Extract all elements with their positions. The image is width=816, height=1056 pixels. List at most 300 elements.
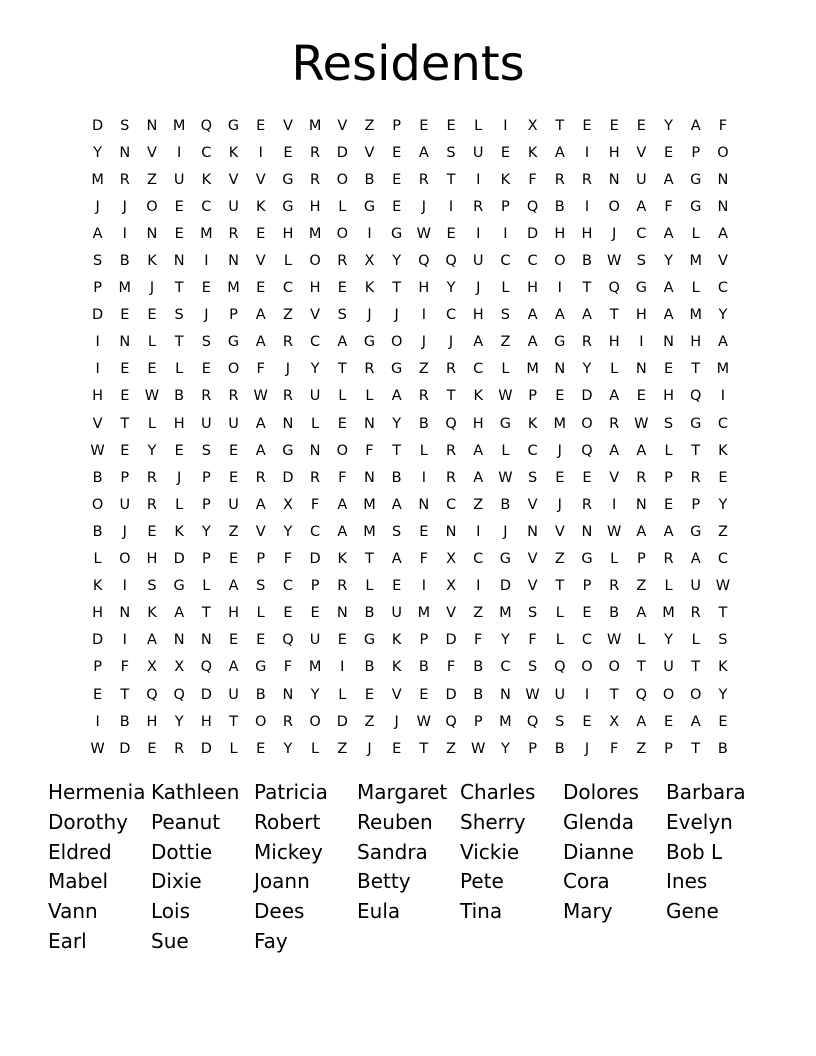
grid-letter: H [92, 388, 104, 405]
grid-letter: N [119, 334, 131, 351]
grid-letter: N [635, 496, 647, 513]
grid-row [84, 681, 737, 708]
grid-letter: C [717, 280, 728, 297]
grid-letter: E [663, 361, 674, 378]
grid-letter: A [391, 388, 402, 405]
grid-letter: Z [228, 523, 239, 540]
grid-letter: C [310, 334, 321, 351]
grid-letter: J [367, 307, 372, 324]
grid-letter: I [584, 198, 590, 215]
grid-letter: E [419, 523, 429, 540]
grid-letter: Y [147, 442, 157, 459]
grid-letter: E [256, 117, 266, 134]
grid-letter: A [690, 551, 701, 568]
grid-letter: R [636, 469, 647, 486]
grid-letter: T [419, 740, 429, 757]
grid-letter: I [476, 171, 481, 188]
grid-letter: N [663, 334, 674, 351]
grid-letter: E [718, 713, 728, 730]
grid-letter: Z [364, 117, 375, 134]
grid-letter: W [144, 388, 160, 405]
grid-letter: M [172, 117, 186, 134]
grid-letter: R [690, 469, 701, 486]
grid-letter: J [503, 523, 508, 540]
grid-letter: R [663, 551, 674, 568]
grid-letter: O [227, 361, 240, 378]
grid-letter: K [255, 198, 266, 215]
grid-letter: S [256, 578, 266, 595]
grid-letter: H [527, 280, 539, 297]
word-list-item: Bob L [666, 839, 723, 864]
grid-letter: R [609, 415, 620, 432]
grid-letter: H [309, 198, 321, 215]
grid-letter: E [310, 605, 320, 622]
grid-letter: Y [283, 523, 293, 540]
word-list-item: Reuben [357, 809, 433, 834]
grid-letter: U [391, 605, 402, 622]
grid-letter: A [473, 334, 484, 351]
grid-letter: P [691, 144, 701, 161]
grid-letter: W [525, 686, 540, 703]
grid-letter: E [392, 578, 402, 595]
word-list-item: Barbara [666, 780, 746, 804]
grid-letter: B [255, 686, 266, 703]
grid-letter: V [527, 551, 538, 568]
grid-letter: T [582, 280, 592, 297]
grid-letter: W [715, 578, 731, 595]
grid-letter: B [92, 523, 103, 540]
grid-letter: A [391, 496, 402, 513]
grid-letter: A [554, 144, 565, 161]
grid-letter: X [527, 117, 538, 134]
grid-letter: A [609, 442, 620, 459]
grid-letter: N [228, 253, 239, 270]
grid-letter: D [527, 225, 539, 242]
grid-letter: E [228, 469, 239, 486]
grid-letter: B [473, 659, 484, 676]
word-list-item: Dottie [151, 839, 213, 864]
grid-letter: Z [446, 740, 456, 757]
grid-letter: Y [310, 361, 320, 378]
grid-letter: I [421, 307, 426, 324]
word-list-item: Dianne [563, 839, 634, 864]
grid-letter: K [364, 280, 375, 297]
grid-row [84, 708, 737, 735]
grid-letter: E [174, 225, 184, 242]
grid-letter: A [418, 144, 429, 161]
grid-letter: R [146, 496, 157, 513]
grid-letter: J [476, 280, 481, 297]
grid-letter: H [228, 605, 239, 622]
grid-letter: I [476, 225, 481, 242]
grid-letter: K [228, 144, 239, 161]
grid-letter: K [391, 659, 402, 676]
grid-letter: R [310, 171, 321, 188]
grid-letter: E [663, 144, 674, 161]
grid-letter: O [336, 225, 348, 242]
word-list-item: Eula [357, 899, 401, 924]
grid-letter: H [92, 605, 104, 622]
word-list-item: Margaret [357, 780, 448, 804]
grid-letter: E [228, 551, 239, 568]
grid-letter: Y [500, 632, 510, 649]
grid-letter: S [147, 578, 157, 595]
grid-letter: L [501, 361, 510, 378]
grid-letter: B [418, 415, 429, 432]
grid-letter: O [390, 334, 403, 351]
word-list-item: Joann [254, 869, 310, 894]
grid-letter: X [174, 659, 185, 676]
grid-letter: A [255, 334, 266, 351]
grid-letter: F [283, 551, 293, 568]
grid-letter: D [336, 713, 348, 730]
grid-letter: M [200, 225, 213, 242]
grid-letter: E [392, 171, 402, 188]
grid-row [84, 166, 737, 193]
grid-letter: P [582, 578, 592, 595]
grid-letter: T [691, 361, 701, 378]
grid-letter: H [635, 307, 647, 324]
grid-letter: R [228, 225, 239, 242]
grid-row [84, 491, 737, 518]
grid-letter: P [528, 388, 537, 405]
grid-letter: L [311, 740, 320, 757]
grid-letter: T [120, 415, 130, 432]
grid-letter: C [201, 144, 212, 161]
grid-letter: Q [418, 253, 430, 270]
grid-letter: N [119, 605, 131, 622]
grid-letter: T [174, 280, 184, 297]
grid-letter: H [309, 280, 321, 297]
grid-letter: J [177, 469, 182, 486]
grid-letter: T [392, 442, 402, 459]
grid-letter: L [147, 415, 157, 432]
grid-letter: Z [717, 523, 728, 540]
grid-letter: T [120, 686, 130, 703]
grid-letter: C [445, 496, 457, 513]
grid-letter: B [92, 469, 103, 486]
page-title: Residents [291, 36, 525, 92]
grid-letter: M [363, 523, 376, 540]
grid-letter: D [445, 632, 457, 649]
grid-letter: Y [93, 144, 103, 161]
grid-letter: T [446, 171, 456, 188]
grid-letter: E [174, 198, 184, 215]
grid-letter: H [581, 225, 593, 242]
grid-letter: C [527, 442, 538, 459]
grid-letter: A [92, 225, 103, 242]
grid-letter: X [446, 551, 456, 568]
grid-letter: K [147, 605, 157, 622]
grid-letter: U [228, 198, 239, 215]
grid-letter: B [418, 659, 429, 676]
grid-letter: E [392, 740, 402, 757]
grid-letter: E [582, 117, 592, 134]
grid-letter: E [582, 605, 592, 622]
grid-letter: U [201, 415, 212, 432]
grid-letter: L [365, 578, 374, 595]
grid-letter: U [173, 171, 185, 188]
grid-letter: M [689, 307, 702, 324]
grid-letter: S [527, 469, 538, 486]
grid-letter: F [256, 361, 265, 378]
grid-letter: J [448, 334, 454, 351]
grid-letter: V [337, 117, 348, 134]
grid-letter: O [608, 659, 620, 676]
word-search-grid [84, 112, 737, 762]
grid-letter: G [391, 225, 403, 242]
word-list-item: Mary [563, 899, 613, 924]
grid-letter: G [690, 198, 702, 215]
grid-letter: Y [582, 361, 592, 378]
grid-row [84, 546, 737, 573]
grid-letter: N [282, 686, 294, 703]
grid-letter: V [364, 144, 375, 161]
grid-letter: H [146, 551, 158, 568]
grid-letter: V [255, 523, 266, 540]
grid-letter: P [419, 632, 429, 649]
word-list-item: Robert [254, 809, 321, 834]
grid-letter: C [473, 551, 484, 568]
grid-letter: O [91, 496, 104, 513]
grid-letter: Z [473, 496, 484, 513]
grid-letter: L [93, 551, 102, 568]
grid-letter: F [365, 442, 374, 459]
grid-letter: I [122, 225, 127, 242]
grid-letter: O [581, 659, 593, 676]
grid-letter: B [391, 469, 402, 486]
word-list-item: Kathleen [151, 780, 240, 804]
word-list-item: Vickie [460, 839, 520, 864]
grid-letter: A [690, 117, 701, 134]
grid-letter: U [228, 686, 239, 703]
grid-letter: E [120, 442, 130, 459]
grid-letter: M [499, 713, 512, 730]
grid-row [84, 220, 737, 247]
word-list-item: Sherry [460, 809, 526, 834]
grid-letter: K [147, 253, 157, 270]
grid-letter: R [445, 442, 457, 459]
grid-letter: X [147, 659, 157, 676]
word-list-item: Eldred [48, 839, 112, 864]
word-list-item: Mabel [48, 869, 109, 894]
grid-letter: A [473, 469, 484, 486]
grid-letter: Q [445, 713, 457, 730]
grid-letter: J [394, 307, 399, 324]
grid-letter: E [582, 713, 592, 730]
grid-letter: Q [690, 388, 702, 405]
grid-letter: E [120, 361, 130, 378]
grid-letter: W [90, 740, 105, 757]
grid-letter: L [256, 605, 265, 622]
grid-letter: W [90, 442, 105, 459]
grid-letter: H [663, 388, 674, 405]
grid-letter: L [637, 632, 646, 649]
grid-letter: P [664, 469, 673, 486]
grid-letter: L [691, 280, 700, 297]
grid-letter: F [446, 659, 456, 676]
grid-letter: B [581, 253, 592, 270]
grid-letter: Y [718, 307, 728, 324]
grid-letter: C [310, 523, 321, 540]
grid-letter: J [557, 442, 562, 459]
grid-letter: A [337, 334, 348, 351]
grid-letter: L [338, 686, 347, 703]
grid-letter: R [581, 171, 592, 188]
grid-letter: J [204, 307, 209, 324]
grid-letter: I [95, 334, 100, 351]
grid-letter: J [394, 713, 399, 730]
grid-letter: S [555, 713, 565, 730]
grid-letter: F [609, 740, 619, 757]
grid-letter: F [664, 198, 673, 215]
grid-letter: R [282, 334, 293, 351]
word-list-item: Patricia [254, 780, 328, 804]
grid-letter: W [471, 740, 486, 757]
grid-letter: U [309, 632, 321, 649]
grid-letter: A [636, 442, 647, 459]
grid-letter: F [310, 496, 320, 513]
grid-letter: V [310, 307, 321, 324]
grid-letter: F [283, 659, 293, 676]
grid-letter: V [282, 117, 293, 134]
grid-letter: M [363, 496, 376, 513]
grid-letter: A [527, 334, 538, 351]
grid-letter: I [95, 713, 100, 730]
grid-letter: E [147, 740, 157, 757]
grid-letter: Z [282, 307, 293, 324]
grid-letter: Y [392, 415, 402, 432]
grid-letter: V [609, 469, 620, 486]
grid-letter: E [283, 144, 293, 161]
word-list-item: Peanut [151, 809, 221, 834]
grid-letter: E [555, 388, 565, 405]
grid-letter: Q [608, 280, 620, 297]
grid-letter: J [584, 740, 590, 757]
grid-letter: A [554, 307, 565, 324]
grid-letter: B [364, 605, 375, 622]
grid-letter: E [174, 442, 184, 459]
grid-letter: P [691, 496, 701, 513]
grid-letter: E [120, 307, 130, 324]
grid-letter: I [421, 469, 426, 486]
grid-letter: V [527, 578, 538, 595]
word-list-item: Cora [563, 869, 610, 894]
grid-letter: R [445, 469, 457, 486]
grid-letter: I [612, 496, 617, 513]
grid-letter: A [636, 198, 647, 215]
grid-letter: N [499, 686, 511, 703]
grid-letter: E [93, 686, 103, 703]
grid-letter: E [636, 388, 646, 405]
grid-letter: E [500, 144, 510, 161]
grid-letter: C [282, 578, 293, 595]
grid-letter: R [364, 361, 375, 378]
word-list-item: Evelyn [666, 809, 733, 834]
grid-letter: N [717, 198, 729, 215]
grid-letter: O [309, 713, 321, 730]
grid-letter: V [636, 144, 647, 161]
grid-row [84, 464, 737, 491]
grid-letter: G [499, 415, 512, 432]
grid-letter: U [690, 578, 702, 595]
grid-letter: O [336, 442, 348, 459]
grid-letter: S [527, 605, 538, 622]
grid-letter: A [636, 713, 647, 730]
grid-letter: P [201, 551, 211, 568]
grid-letter: U [636, 171, 647, 188]
grid-letter: A [717, 225, 728, 242]
grid-letter: I [367, 225, 372, 242]
grid-letter: F [528, 632, 537, 649]
grid-letter: R [337, 253, 348, 270]
grid-letter: B [119, 713, 130, 730]
grid-letter: M [716, 361, 730, 378]
grid-letter: W [416, 225, 432, 242]
grid-letter: I [557, 280, 562, 297]
grid-letter: N [119, 144, 131, 161]
grid-letter: P [528, 740, 537, 757]
grid-letter: M [308, 659, 322, 676]
grid-letter: M [91, 171, 104, 188]
grid-letter: C [717, 415, 728, 432]
grid-letter: Q [526, 713, 539, 730]
grid-letter: E [228, 632, 239, 649]
grid-letter: U [228, 496, 239, 513]
grid-letter: B [364, 659, 375, 676]
grid-letter: A [174, 605, 185, 622]
grid-letter: C [201, 198, 212, 215]
grid-letter: G [391, 361, 403, 378]
grid-letter: G [690, 171, 702, 188]
grid-letter: A [663, 523, 674, 540]
grid-letter: C [527, 253, 538, 270]
grid-letter: P [473, 713, 483, 730]
grid-letter: P [229, 307, 238, 324]
grid-letter: D [92, 117, 104, 134]
grid-letter: N [364, 415, 375, 432]
grid-row [84, 573, 737, 600]
grid-letter: H [173, 415, 185, 432]
grid-letter: H [200, 713, 212, 730]
grid-letter: U [472, 253, 484, 270]
grid-letter: C [473, 361, 484, 378]
grid-letter: G [282, 198, 294, 215]
word-list-item: Tina [460, 899, 503, 924]
grid-letter: N [364, 469, 375, 486]
grid-letter: E [120, 388, 130, 405]
grid-letter: N [635, 361, 647, 378]
grid-letter: L [147, 334, 157, 351]
grid-letter: A [663, 225, 674, 242]
grid-letter: H [418, 280, 430, 297]
grid-letter: J [367, 740, 372, 757]
grid-letter: U [663, 659, 674, 676]
grid-letter: E [337, 280, 347, 297]
grid-letter: Z [364, 713, 375, 730]
grid-letter: T [174, 334, 184, 351]
grid-letter: N [200, 632, 212, 649]
word-list-item: Dixie [151, 869, 202, 894]
grid-letter: G [255, 659, 267, 676]
grid-letter: C [282, 280, 293, 297]
grid-letter: I [122, 632, 127, 649]
grid-letter: H [554, 225, 566, 242]
grid-letter: N [554, 361, 566, 378]
grid-letter: B [500, 496, 511, 513]
grid-letter: Z [554, 551, 565, 568]
grid-letter: A [255, 307, 266, 324]
